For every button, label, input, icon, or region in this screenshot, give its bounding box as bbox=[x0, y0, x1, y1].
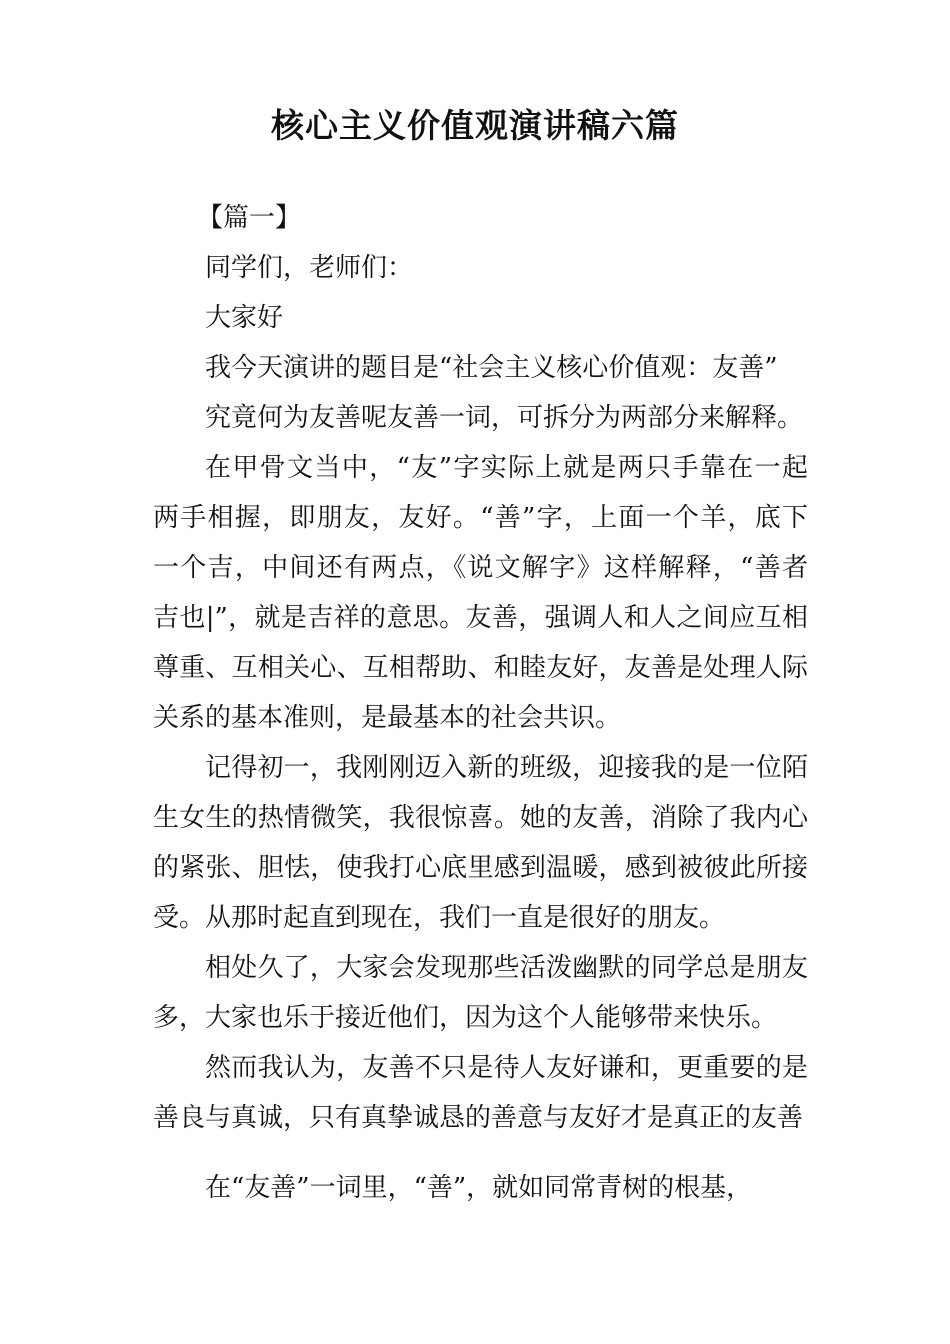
paragraph-line: 受。从那时起直到现在，我们一直是很好的朋友。 bbox=[153, 903, 726, 933]
greeting-line: 大家好 bbox=[205, 303, 284, 333]
paragraph-line: 关系的基本准则，是最基本的社会共识。 bbox=[153, 703, 622, 733]
paragraph-line: 究竟何为友善呢友善一词，可拆分为两部分来解释。 bbox=[205, 403, 804, 433]
document-title: 核心主义价值观演讲稿六篇 bbox=[271, 106, 679, 145]
paragraph-line: 生女生的热情微笑，我很惊喜。她的友善，消除了我内心 bbox=[153, 803, 808, 833]
paragraph-gap bbox=[153, 1143, 808, 1163]
paragraph-line: 善良与真诚，只有真挚诚恳的善意与友好才是真正的友善 bbox=[153, 1103, 804, 1133]
paragraph-line: 吉也|”，就是吉祥的意思。友善，强调人和人之间应互相 bbox=[153, 603, 808, 633]
section-label: 【篇一】 bbox=[197, 203, 302, 233]
greeting-line: 同学们，老师们： bbox=[205, 253, 414, 283]
paragraph-line: 记得初一，我刚刚迈入新的班级，迎接我的是一位陌 bbox=[205, 753, 808, 783]
paragraph-line: 多，大家也乐于接近他们，因为这个人能够带来快乐。 bbox=[153, 1003, 778, 1033]
paragraph-line: 相处久了，大家会发现那些活泼幽默的同学总是朋友 bbox=[205, 953, 808, 983]
paragraph-line: 两手相握，即朋友，友好。“善”字，上面一个羊，底下 bbox=[153, 503, 808, 533]
paragraph-line: 一个吉，中间还有两点，《说文解字》这样解释，“善者 bbox=[153, 553, 808, 583]
paragraph-line: 我今天演讲的题目是“社会主义核心价值观：友善” bbox=[205, 353, 778, 383]
paragraph-line: 尊重、互相关心、互相帮助、和睦友好，友善是处理人际 bbox=[153, 653, 808, 683]
paragraph-line: 然而我认为，友善不只是待人友好谦和，更重要的是 bbox=[205, 1053, 808, 1083]
paragraph-line: 在甲骨文当中，“友”字实际上就是两只手靠在一起 bbox=[205, 453, 808, 483]
document-body bbox=[153, 193, 808, 1213]
paragraph-line: 在“友善”一词里，“善”，就如同常青树的根基， bbox=[205, 1173, 753, 1203]
paragraph-line: 的紧张、胆怯，使我打心底里感到温暖，感到被彼此所接 bbox=[153, 853, 808, 883]
